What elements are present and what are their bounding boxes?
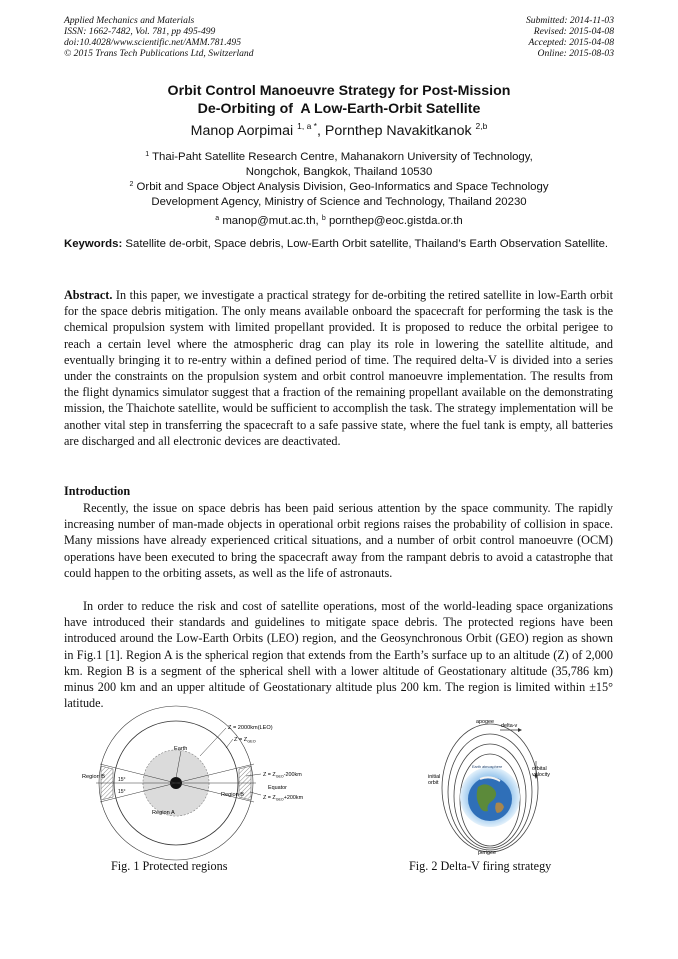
title-line-2: De-Orbiting of A Low-Earth-Orbit Satellite [197,101,481,117]
affiliation-1-line-2: Nongchok, Bangkok, Thailand 10530 [245,166,433,178]
journal-issn: ISSN: 1662-7482, Vol. 781, pp 495-499 [64,26,216,37]
journal-name: Applied Mechanics and Materials [64,15,195,26]
keywords-text: Satellite de-orbit, Space debris, Low-Earth Orbit satellite, Thailand’s Earth Observation Satellite. [125,238,609,250]
affiliation-2-line-1: Orbit and Space Object Analysis Division, Geo-Informatics and Space Technology [136,181,549,193]
affiliation-1 [0,150,678,180]
earth-atmosphere-label: Earth atmosphere [472,765,503,769]
equator-label: Equator [268,785,287,791]
geo-altitude-label: $Z = Z_{GEO}$ [234,737,256,744]
author-separator: , [316,123,325,139]
figure-2-caption: Fig. 2 Delta-V firing strategy [409,859,552,873]
region-b-right-label: Region B [221,792,245,798]
delta-v-arrowhead [518,728,522,732]
delta-v-figure [428,717,548,855]
abstract-paragraph [64,287,613,449]
region-b-left-label: Region B [82,774,106,780]
affiliation-2 [0,180,678,210]
title-line-1: Orbit Control Manoeuvre Strategy for Post-Mission [167,83,511,99]
geo-minus-label: $Z = Z_{GEO}-200km$ [263,772,302,779]
figure-1-caption: Fig. 1 Protected regions [111,859,228,873]
angle-label-top: 15° [118,777,126,783]
affiliation-2-line-2: Development Agency, Ministry of Science and Technology, Thailand 20230 [151,196,527,208]
earth-label: Earth [174,746,188,752]
author-2-superscript: 2,b [475,121,488,131]
region-a-label: Region A [152,810,175,816]
email-b-marker: b [321,215,326,222]
angle-label-bottom: 15° [118,789,126,795]
paper-title [0,82,678,118]
email-a-marker: a [215,215,220,222]
orbital-velocity-label-2: velocity [532,772,550,778]
journal-doi: doi:10.4028/www.scientific.net/AMM.781.495 [64,37,242,48]
author-emails [0,214,678,229]
submission-dates [526,15,614,59]
revised-date: Revised: 2015-04-08 [533,26,614,37]
author-1-superscript: 1, a * [297,121,317,131]
leo-altitude-label: Z = 2000km(LEO) [228,725,273,731]
protected-regions-figure [78,718,338,848]
apogee-label: apogee [476,719,494,725]
abstract-text: In this paper, we investigate a practical strategy for de-orbiting the retired satellite in low-Earth orbit for the space debris mitigation. The only means available onboard the spacecraft for performing the task is the chemical propulsion system with limited propellant provided. It is proposed to reduce the orbital perigee to reach a certain level where the atmospheric drag can play its role in lowering the satellite altitude, and eventually bringing it to re-entry within a defined period of time. The required delta-V is divided into a series under the constraints on the propulsion system and orbit control manoeuvre implementation. The results from the flight dynamics simulator suggest that a fraction of the remaining propellant available on the demonstrating mission, the Thaichote satellite, would be sufficient to accomplish the task. The strategy implementation will be another vital step in transferring the spacecraft to a safe passive state, where the fuel tank is empty, all batteries are discharged and all electronic devices are deactivated. [64,288,613,448]
journal-copyright: © 2015 Trans Tech Publications Ltd, Switzerland [64,48,254,59]
keywords-label: Keywords: [64,238,123,250]
author-list [0,123,678,139]
initial-orbit-label-2: orbit [428,780,439,786]
abstract-label: Abstract. [64,288,113,302]
affiliation-1-line-1: Thai-Paht Satellite Research Centre, Mahanakorn University of Technology, [152,151,533,163]
geo-pointer [226,739,233,748]
affiliation-2-marker: 2 [129,181,134,188]
perigee-label: perigee [478,850,496,856]
affiliation-1-marker: 1 [145,151,150,158]
delta-v-label: delta-v [501,723,518,729]
email-a[interactable]: manop@mut.ac.th, [222,215,319,227]
geo-plus-label: $Z = Z_{GEO}+200km$ [263,795,304,802]
initial-orbit-label-1: initial [428,774,441,780]
accepted-date: Accepted: 2015-04-08 [528,37,614,48]
journal-info [64,15,254,59]
keywords-block [64,237,613,252]
email-b[interactable]: pornthep@eoc.gistda.or.th [328,215,463,227]
introduction-heading: Introduction [64,484,131,498]
introduction-paragraph-2: In order to reduce the risk and cost of satellite operations, most of the world-leading space organizations have introduced their standards and guidelines to mitigate space debris. The protected regions have been introduced around the Low-Earth Orbits (LEO) region, and the Geosynchronous Orbit (GEO) region as shown in Fig.1 [1]. Region A is the spherical region that extends from the Earth’s surface up to an altitude (Z) of 2,000 km. Region B is a segment of the spherical shell with a lower altitude of Geostationary altitude (35,786 km) minus 200 km and an upper altitude of Geostationary altitude plus 200 km. The region is limited within ±15° latitude. [64,599,613,711]
geo-plus-pointer [250,792,261,795]
author-2: Pornthep Navakitkanok [324,123,472,139]
author-1: Manop Aorpimai [190,123,294,139]
online-date: Online: 2015-08-03 [537,48,614,59]
orbital-velocity-label-1: orbital [532,766,547,772]
introduction-paragraph-1: Recently, the issue on space debris has been paid serious attention by the space community. The rapidly increasing number of man-made objects in operational orbit regions raises the probability of collision in space. Many missions have already experienced critical situations, and a number of orbit control manoeuvre (OCM) operations have been executed to bring the spacecraft away from the rampant debris to avoid a catastrophe that could happen to the orbiting assets, as well as the life of astronauts. [64,501,613,580]
submitted-date: Submitted: 2014-11-03 [525,15,614,26]
